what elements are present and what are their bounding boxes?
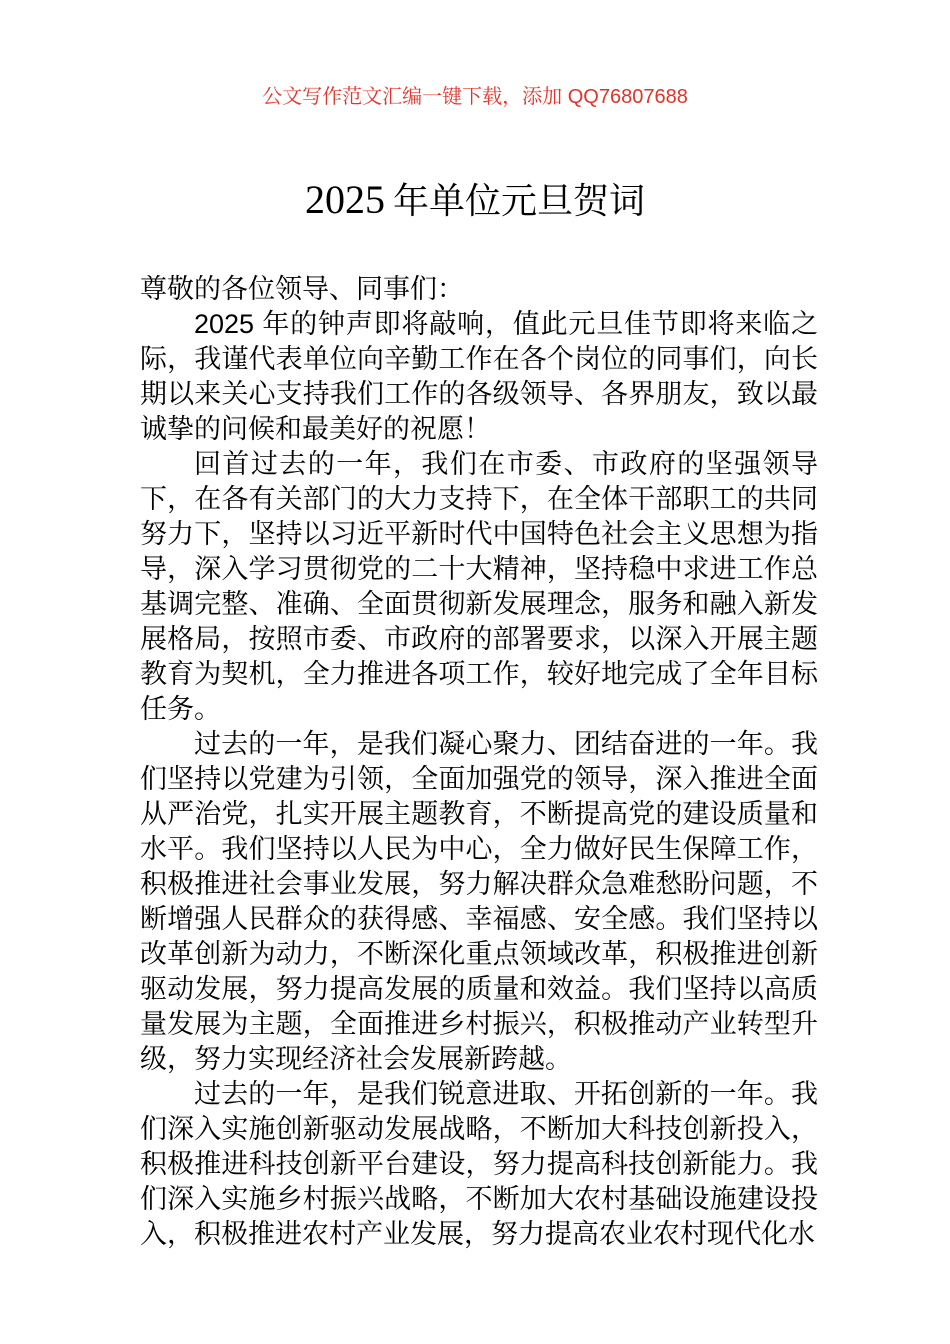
title-text: 年单位元旦贺词 <box>392 180 645 221</box>
document-body <box>140 272 818 1252</box>
paragraph: 过去的一年，是我们凝心聚力、团结奋进的一年。我们坚持以党建为引领，全面加强党的领导，深入推进全面从严治党，扎实开展主题教育，不断提高党的建设质量和水平。我们坚持以人民为中心，全力做好民生保障工作，积极推进社会事业发展，努力解决群众急难愁盼问题，不断增强人民群众的获得感、幸福感、安全感。我们坚持以改革创新为动力，不断深化重点领域改革，积极推进创新驱动发展，努力提高发展的质量和效益。我们坚持以高质量发展为主题，全面推进乡村振兴，积极推动产业转型升级，努力实现经济社会发展新跨越。 <box>140 729 818 1074</box>
promo-banner <box>0 84 950 110</box>
promo-text: 公文写作范文汇编一键下载，添加 QQ76807688 <box>262 86 688 108</box>
paragraph: 回首过去的一年，我们在市委、市政府的坚强领导下，在各有关部门的大力支持下，在全体干部职工的共同努力下，坚持以习近平新时代中国特色社会主义思想为指导，深入学习贯彻党的二十大精神，坚持稳中求进工作总基调完整、准确、全面贯彻新发展理念，服务和融入新发展格局，按照市委、市政府的部署要求，以深入开展主题教育为契机，全力推进各项工作，较好地完成了全年目标任务。 <box>140 449 818 724</box>
paragraph: 2025 年的钟声即将敲响，值此元旦佳节即将来临之际，我谨代表单位向辛勤工作在各个岗位的同事们，向长期以来关心支持我们工作的各级领导、各界朋友，致以最诚挚的问候和最美好的祝愿！ <box>140 309 818 444</box>
page-title <box>0 177 950 224</box>
salutation-line: 尊敬的各位领导、同事们： <box>140 274 464 304</box>
paragraph: 过去的一年，是我们锐意进取、开拓创新的一年。我们深入实施创新驱动发展战略，不断加大科技创新投入，积极推进科技创新平台建设，努力提高科技创新能力。我们深入实施乡村振兴战略，不断加大农村基础设施建设投入，积极推进农村产业发展，努力提高农业农村现代化水 <box>140 1079 818 1249</box>
title-year: 2025 <box>304 177 385 222</box>
